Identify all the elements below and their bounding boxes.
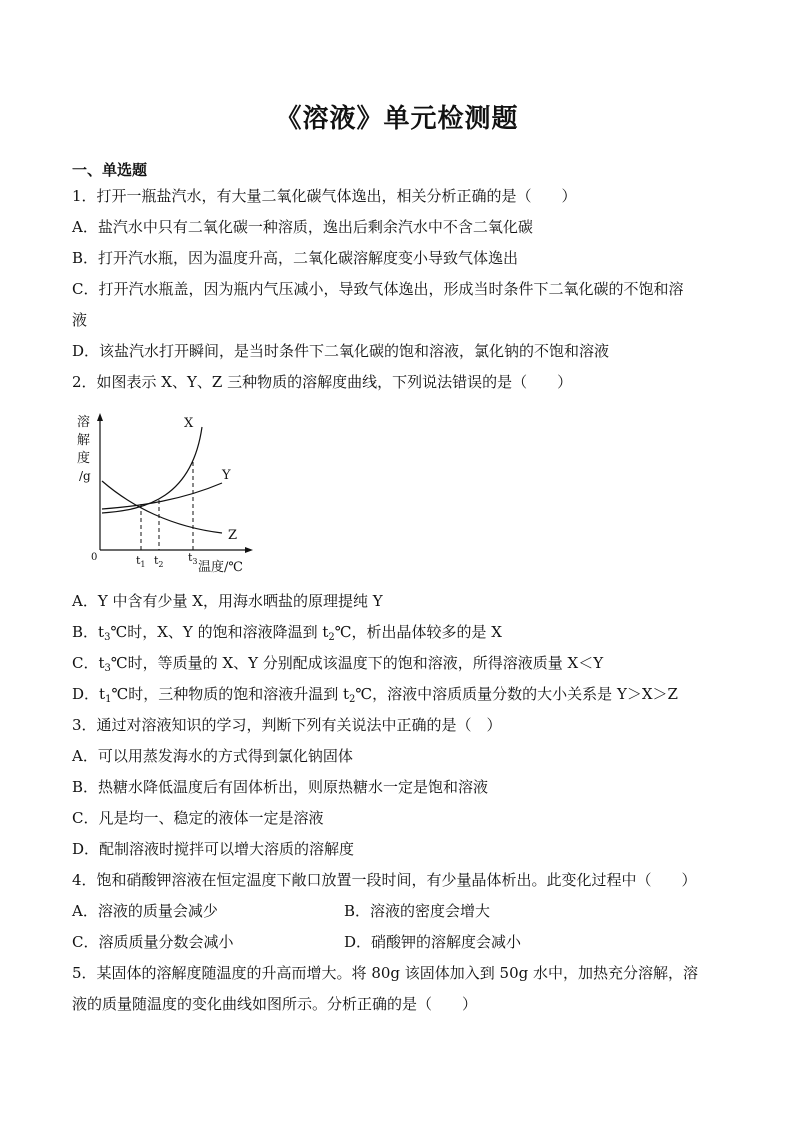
page-title: 《溶液》单元检测题 (275, 104, 519, 134)
y-axis-label-2: 解 (77, 433, 91, 448)
q2-option-d: D．$t_1℃$时，三种物质的饱和溶液升温到 $t_2℃$，溶液中溶质质量分数的大小关系是 Y＞X＞Z (72, 685, 678, 705)
curve-y (102, 483, 222, 509)
curve-z-label: Z (228, 528, 238, 543)
solubility-curve-figure (72, 405, 262, 580)
q3-stem: 3．通过对溶液知识的学习，判断下列有关说法中正确的是（ ） (72, 716, 502, 734)
q4-option-c: C．溶质质量分数会减小 (72, 933, 234, 951)
q5-stem-line2: 液的质量随温度的变化曲线如图所示。分析正确的是（ ） (72, 995, 478, 1013)
q2-stem: 2．如图表示 X、Y、Z 三种物质的溶解度曲线，下列说法错误的是（ ） (72, 373, 573, 391)
q2-option-a: A．Y 中含有少量 X，用海水晒盐的原理提纯 Y (72, 592, 383, 610)
q3-option-a: A．可以用蒸发海水的方式得到氯化钠固体 (72, 747, 353, 765)
curve-x-label: X (184, 416, 194, 431)
q4-option-a: A．溶液的质量会减少 (72, 902, 218, 920)
q1-option-a: A．盐汽水中只有二氧化碳一种溶质，逸出后剩余汽水中不含二氧化碳 (72, 218, 533, 236)
q3-option-d: D．配制溶液时搅拌可以增大溶质的溶解度 (72, 840, 355, 858)
section-heading: 一、单选题 (72, 161, 148, 179)
q2-option-c: C．$t_3℃$时，等质量的 X、Y 分别配成该温度下的饱和溶液，所得溶液质量 X＜Y (72, 654, 604, 674)
q5-stem-line1: 5．某固体的溶解度随温度的升高而增大。将 80g 该固体加入到 50g 水中，加热充分溶解，溶 (72, 964, 698, 982)
q1-option-b: B．打开汽水瓶，因为温度升高，二氧化碳溶解度变小导致气体逸出 (72, 249, 519, 267)
q4-option-b: B．溶液的密度会增大 (344, 902, 491, 920)
t2-label: $t_2$ (154, 554, 164, 569)
y-axis-arrow (97, 413, 103, 421)
q1-option-d: D．该盐汽水打开瞬间，是当时条件下二氧化碳的饱和溶液，氯化钠的不饱和溶液 (72, 342, 610, 360)
q1-option-c-line1: C．打开汽水瓶盖，因为瓶内气压减小，导致气体逸出，形成当时条件下二氧化碳的不饱和溶 (72, 280, 684, 298)
t1-label: $t_1$ (136, 554, 146, 569)
q1-option-c-line2: 液 (72, 311, 88, 329)
q4-option-d: D．硝酸钾的溶解度会减小 (344, 933, 522, 951)
q4-stem: 4．饱和硝酸钾溶液在恒定温度下敞口放置一段时间，有少量晶体析出。此变化过程中（ ） (72, 871, 697, 889)
curve-y-label: Y (222, 468, 231, 483)
q3-option-c: C．凡是均一、稳定的液体一定是溶液 (72, 809, 324, 827)
q1-stem: 1．打开一瓶盐汽水，有大量二氧化碳气体逸出，相关分析正确的是（ ） (72, 187, 577, 205)
origin-label: 0 (91, 552, 98, 563)
y-axis-label-1: 溶 (77, 415, 91, 430)
y-axis-label-3: 度 (77, 451, 91, 466)
x-axis-label: 温度/℃ (198, 560, 243, 575)
q3-option-b: B．热糖水降低温度后有固体析出，则原热糖水一定是饱和溶液 (72, 778, 489, 796)
curve-x (102, 427, 202, 513)
q2-option-b: B．$t_3℃$时，X、Y 的饱和溶液降温到 $t_2℃$，析出晶体较多的是 X (72, 623, 502, 643)
y-axis-label-4: /g (79, 469, 91, 483)
t3-label: $t_3$ (188, 551, 198, 566)
x-axis-arrow (245, 547, 253, 553)
